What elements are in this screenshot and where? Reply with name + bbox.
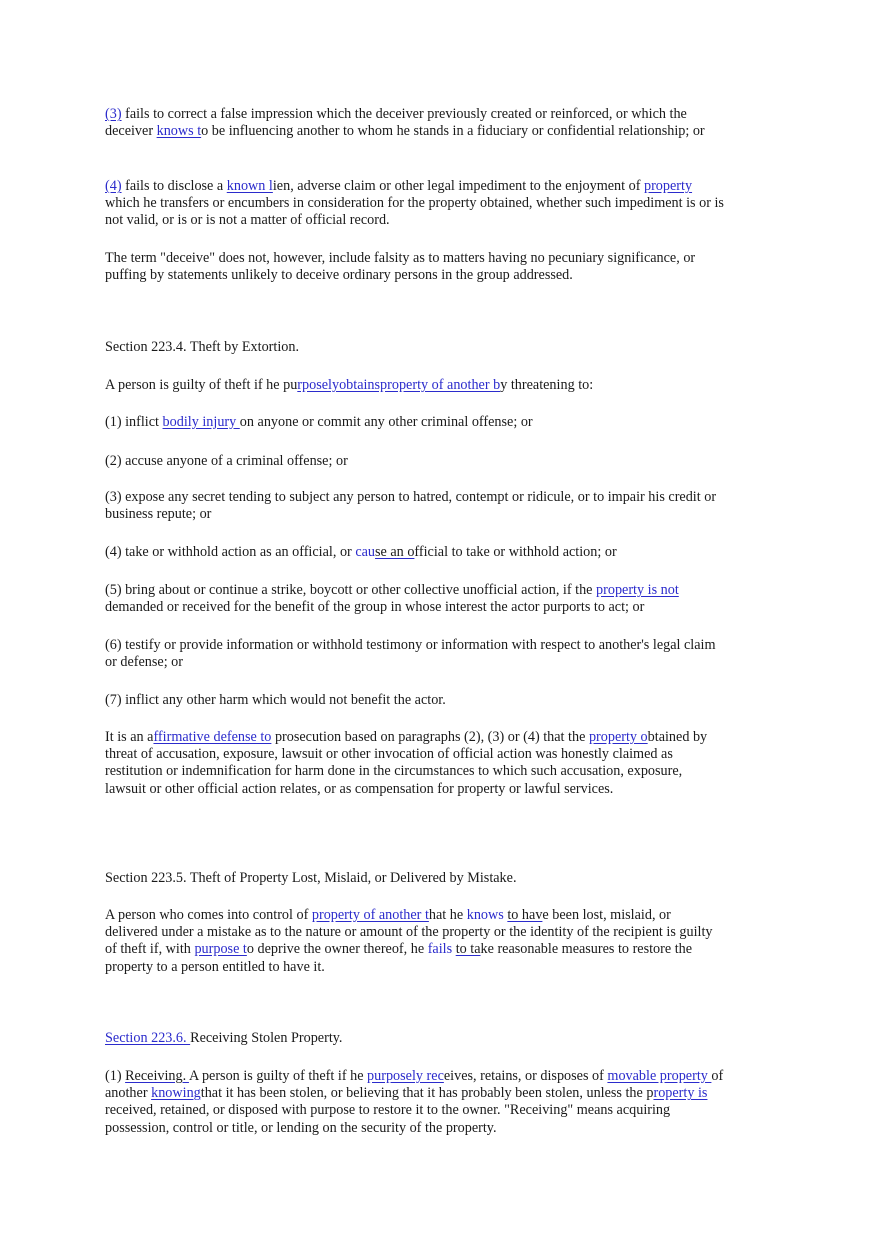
- affirmative-defense-link[interactable]: ffirmative defense to: [153, 729, 272, 745]
- fails-link[interactable]: fails: [427, 941, 456, 958]
- lost-property-paragraph: A person who comes into control of property of another that he knows to have been lost, mislaid, or delivered under a mistake as to the nature or amount of the property or the identity of the recipient is guilty of theft if, with purpose to deprive the owner thereof, he fails to take reasonable measures to restore the property to a person entitled to have it.: [105, 907, 713, 975]
- knowing-link[interactable]: knowing: [151, 1085, 201, 1102]
- receiving-paragraph: (1) Receiving. A person is guilty of theft if he purposely receives, retains, or disposes of movable property of another knowingthat it has been stolen, or believing that it has probably been stolen, unless the property is received, retained, or disposed with purpose to restore it to the owner. "Receiving" means acquiring possession, control or title, or lending on the security of the property.: [105, 1068, 724, 1136]
- he-link[interactable]: he: [449, 907, 467, 923]
- section-223-6-heading: Section 223.6. Receiving Stolen Property.: [105, 1030, 343, 1046]
- property-of-another-link[interactable]: property of another t: [311, 907, 429, 923]
- extortion-item-1: (1) inflict bodily injury on anyone or commit any other criminal offense; or: [105, 414, 533, 430]
- paragraph-3-false-impression: (3) fails to correct a false impression which the deceiver previously created or reinforced, or which the deceiver knows to be influencing another to whom he stands in a fiduciary or confidential relationship; or: [105, 106, 705, 140]
- knows-link-2[interactable]: knows: [466, 907, 508, 923]
- section-223-5-heading: Section 223.5. Theft of Property Lost, Mislaid, or Delivered by Mistake.: [105, 870, 517, 886]
- cause-link[interactable]: cau: [355, 544, 376, 560]
- extortion-item-2: (2) accuse anyone of a criminal offense; or: [105, 453, 348, 469]
- extortion-item-6: (6) testify or provide information or withhold testimony or information with respect to another's legal claim or defense; or: [105, 637, 716, 671]
- to-take-link[interactable]: to ta: [455, 941, 481, 958]
- section-223-6-link[interactable]: Section 223.6.: [105, 1030, 191, 1046]
- movable-property-link[interactable]: movable property: [607, 1068, 712, 1084]
- item-link-4[interactable]: (4): [105, 178, 122, 194]
- receiving-link[interactable]: Receiving.: [125, 1068, 189, 1084]
- known-link[interactable]: known l: [226, 178, 273, 194]
- affirmative-defense-paragraph: It is an affirmative defense to prosecution based on paragraphs (2), (3) or (4) that the property obtained by threat of accusation, exposure, lawsuit or other invocation of official action was honestly claimed as restitution or indemnification for harm done in the circumstances to which such accusation, exposure, lawsuit or other official action relates, or as compensation for property or lawful services.: [105, 729, 708, 797]
- property-link[interactable]: property: [643, 178, 693, 194]
- bodily-injury-link[interactable]: bodily injury: [162, 414, 240, 430]
- extortion-item-3: (3) expose any secret tending to subject any person to hatred, contempt or ridicule, or to impair his credit or business repute; or: [105, 489, 717, 523]
- section-223-4-heading: Section 223.4. Theft by Extortion.: [105, 339, 300, 355]
- paragraph-4-failure-to-disclose: (4) fails to disclose a known lien, adverse claim or other legal impediment to the enjoyment of property which he transfers or encumbers in consideration for the property obtained, whether such impediment is or is not valid, or is or is not a matter of official record.: [105, 178, 724, 229]
- property-obtained-link[interactable]: property o: [588, 729, 648, 745]
- deceive-definition-paragraph: The term "deceive" does not, however, include falsity as to matters having no pecuniary significance, or puffing by statements unlikely to deceive ordinary persons in the group addressed.: [105, 250, 696, 284]
- purposely-link[interactable]: purposely rec: [367, 1068, 444, 1084]
- knows-link[interactable]: knows t: [156, 123, 202, 140]
- extortion-item-4: (4) take or withhold action as an official, or cause an official to take or withhold action; or: [105, 544, 617, 560]
- extortion-intro-paragraph: A person is guilty of theft if he purposelyobtainsproperty of another by threatening to:: [105, 377, 594, 393]
- cause-an-official-link[interactable]: se an o: [375, 544, 415, 560]
- purposely-obtains-property-link[interactable]: rposelyobtainsproperty of another b: [297, 377, 501, 393]
- purpose-link[interactable]: purpose t: [194, 941, 247, 958]
- property-is-link[interactable]: roperty is: [653, 1085, 708, 1102]
- to-have-link[interactable]: to hav: [507, 907, 543, 923]
- item-link-3[interactable]: (3): [105, 106, 122, 122]
- extortion-item-5: (5) bring about or continue a strike, boycott or other collective unofficial action, if the property is not demanded or received for the benefit of the group in whose interest the actor purports to act; or: [105, 582, 679, 616]
- extortion-item-7: (7) inflict any other harm which would not benefit the actor.: [105, 692, 446, 708]
- property-is-not-link[interactable]: property is not: [596, 582, 679, 598]
